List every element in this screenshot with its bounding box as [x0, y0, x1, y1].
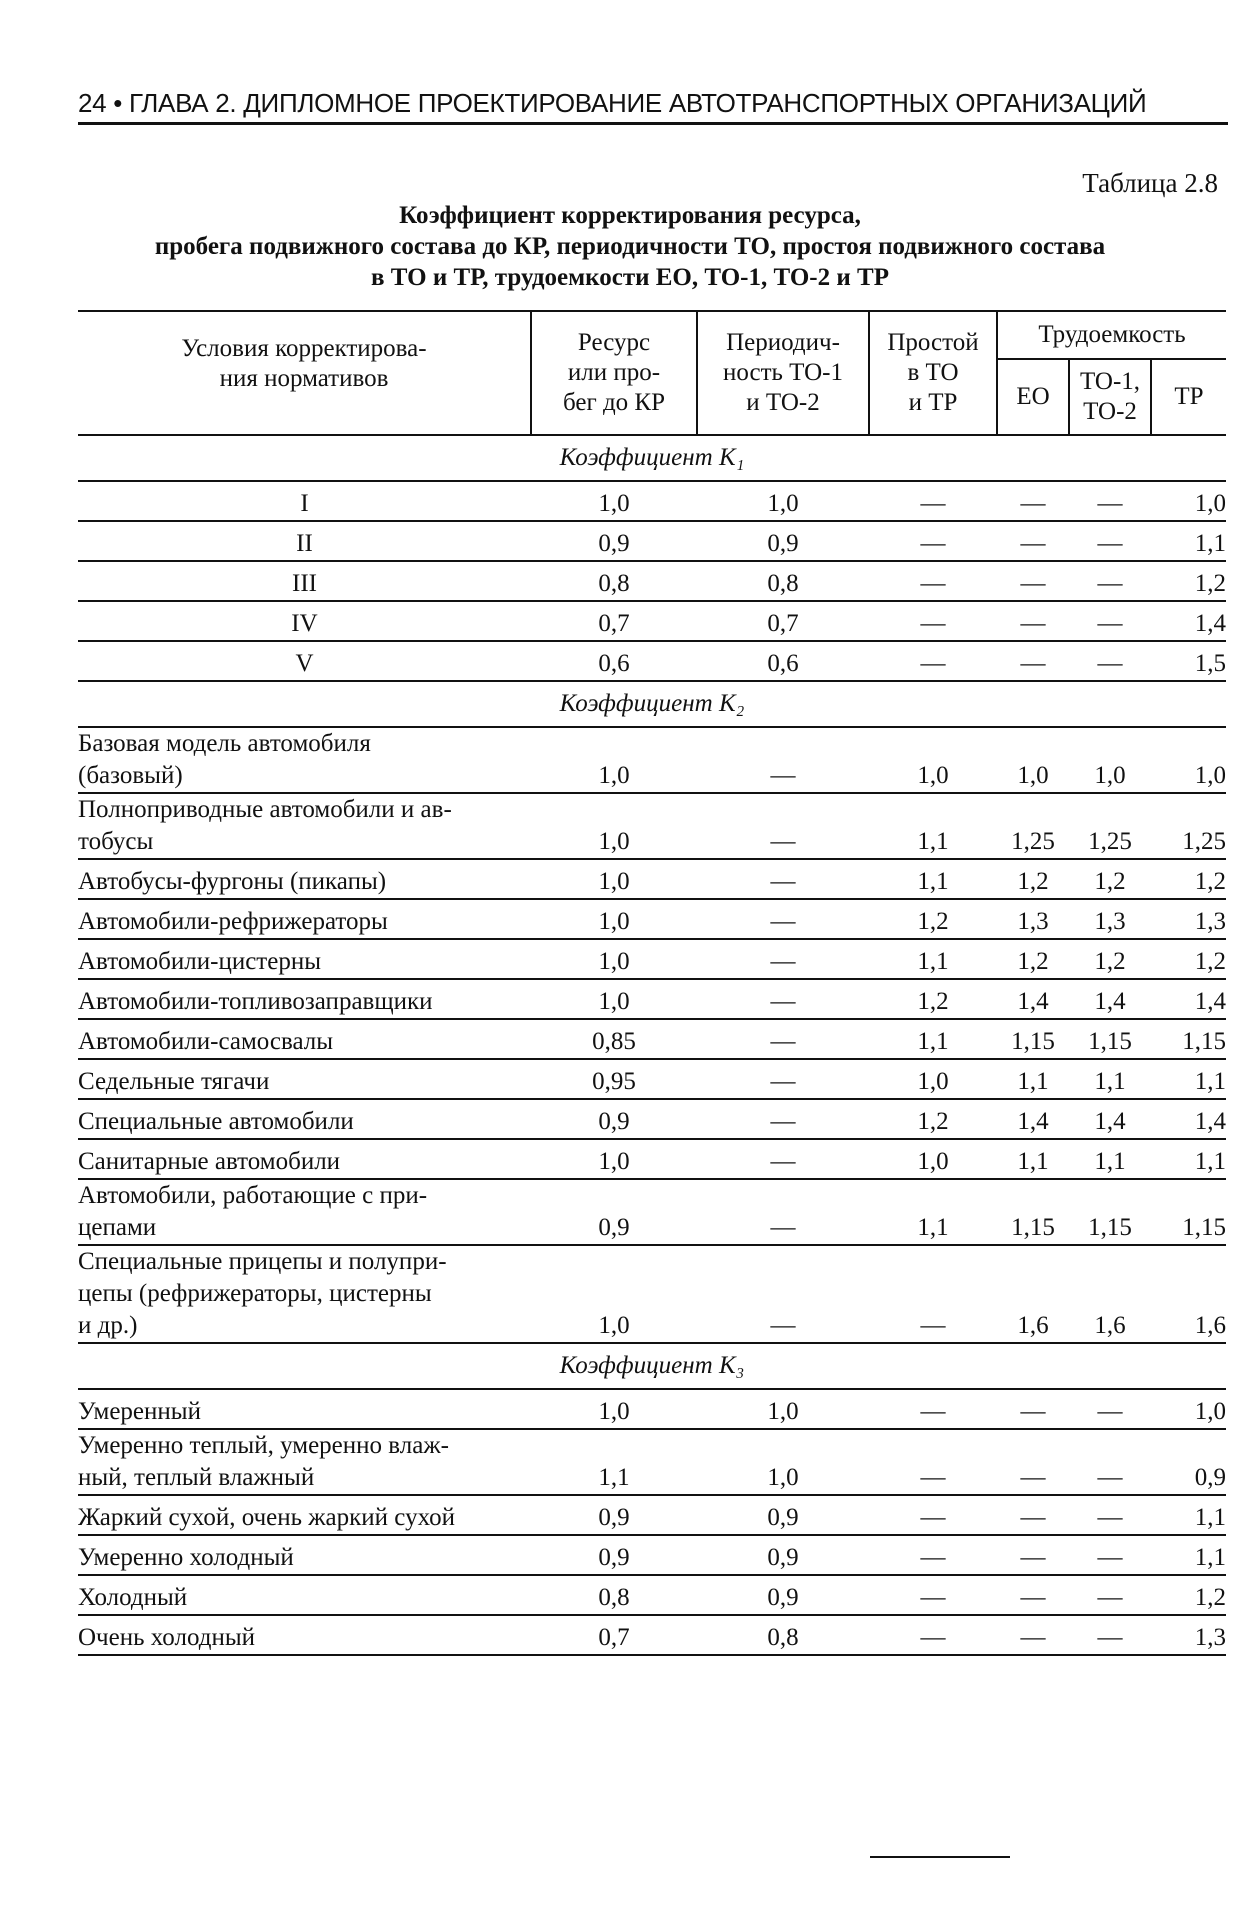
cell-resource: 1,1 — [531, 1429, 697, 1495]
table-row — [78, 1139, 1226, 1179]
cell-tr: 1,4 — [1151, 601, 1226, 641]
cell-downtime: — — [869, 561, 997, 601]
cell-periodicity: — — [697, 727, 869, 793]
cell-downtime: 1,2 — [869, 899, 997, 939]
cell-periodicity: — — [697, 1245, 869, 1343]
row-label: III — [78, 561, 531, 601]
cell-periodicity: 0,9 — [697, 1535, 869, 1575]
cell-eo: 1,6 — [997, 1245, 1069, 1343]
cell-tr: 1,15 — [1151, 1179, 1226, 1245]
section-title: Коэффициент K₂ — [78, 681, 1226, 727]
cell-eo: — — [997, 1575, 1069, 1615]
cell-to12: 1,2 — [1069, 939, 1151, 979]
cell-downtime: — — [869, 1575, 997, 1615]
cell-to12: 1,3 — [1069, 899, 1151, 939]
cell-resource: 0,9 — [531, 1099, 697, 1139]
cell-downtime: — — [869, 1535, 997, 1575]
row-label: Санитарные автомобили — [78, 1139, 531, 1179]
cell-tr: 1,1 — [1151, 1139, 1226, 1179]
col-header-eo: ЕО — [997, 359, 1069, 435]
cell-periodicity: — — [697, 899, 869, 939]
cell-tr: 1,3 — [1151, 899, 1226, 939]
cell-resource: 0,7 — [531, 1615, 697, 1655]
cell-tr: 1,4 — [1151, 979, 1226, 1019]
cell-to12: 1,0 — [1069, 727, 1151, 793]
row-label: Умеренный — [78, 1389, 531, 1429]
table-row — [78, 1615, 1226, 1655]
cell-downtime: — — [869, 481, 997, 521]
cell-to12: 1,1 — [1069, 1059, 1151, 1099]
section-header-row — [78, 1343, 1226, 1389]
cell-downtime: 1,1 — [869, 1019, 997, 1059]
cell-tr: 1,1 — [1151, 1495, 1226, 1535]
table-label: Таблица 2.8 — [1082, 168, 1218, 198]
cell-resource: 0,9 — [531, 521, 697, 561]
table-row — [78, 1019, 1226, 1059]
cell-tr: 1,0 — [1151, 1389, 1226, 1429]
col-header-downtime: Простой в ТО и ТР — [869, 311, 997, 435]
cell-eo: — — [997, 561, 1069, 601]
cell-tr: 1,15 — [1151, 1019, 1226, 1059]
cell-downtime: 1,0 — [869, 727, 997, 793]
table-row — [78, 1495, 1226, 1535]
coefficient-table — [78, 310, 1226, 1656]
cell-tr: 1,25 — [1151, 793, 1226, 859]
table-row — [78, 601, 1226, 641]
cell-tr: 1,1 — [1151, 1535, 1226, 1575]
cell-periodicity: — — [697, 1019, 869, 1059]
cell-periodicity: 0,6 — [697, 641, 869, 681]
cell-tr: 1,5 — [1151, 641, 1226, 681]
row-label: Холодный — [78, 1575, 531, 1615]
table-row — [78, 481, 1226, 521]
cell-to12: — — [1069, 561, 1151, 601]
cell-tr: 1,6 — [1151, 1245, 1226, 1343]
row-label: Автомобили-цистерны — [78, 939, 531, 979]
cell-downtime: — — [869, 601, 997, 641]
cell-tr: 1,2 — [1151, 939, 1226, 979]
cell-eo: 1,4 — [997, 979, 1069, 1019]
row-label: Базовая модель автомобиля (базовый) — [78, 727, 531, 793]
row-label: Седельные тягачи — [78, 1059, 531, 1099]
cell-eo: — — [997, 1389, 1069, 1429]
cell-downtime: 1,0 — [869, 1059, 997, 1099]
cell-resource: 1,0 — [531, 727, 697, 793]
table-row — [78, 939, 1226, 979]
cell-to12: — — [1069, 481, 1151, 521]
row-label: Автомобили-самосвалы — [78, 1019, 531, 1059]
table-row — [78, 641, 1226, 681]
cell-tr: 0,9 — [1151, 1429, 1226, 1495]
caption-line-2: пробега подвижного состава до КР, периодичности ТО, простоя подвижного состава — [154, 233, 1106, 260]
cell-periodicity: 1,0 — [697, 1429, 869, 1495]
cell-resource: 1,0 — [531, 899, 697, 939]
caption-line-1: Коэффициент корректирования ресурса, — [399, 202, 861, 229]
cell-eo: 1,2 — [997, 859, 1069, 899]
cell-eo: — — [997, 481, 1069, 521]
cell-to12: 1,15 — [1069, 1019, 1151, 1059]
cell-tr: 1,0 — [1151, 481, 1226, 521]
cell-eo: 1,3 — [997, 899, 1069, 939]
table-row — [78, 521, 1226, 561]
section-header-row — [78, 681, 1226, 727]
cell-downtime: 1,1 — [869, 1179, 997, 1245]
cell-tr: 1,1 — [1151, 1059, 1226, 1099]
cell-resource: 0,85 — [531, 1019, 697, 1059]
cell-downtime: 1,2 — [869, 979, 997, 1019]
cell-eo: 1,15 — [997, 1179, 1069, 1245]
cell-eo: — — [997, 1535, 1069, 1575]
row-label: Автомобили-топливозаправщики — [78, 979, 531, 1019]
cell-eo: 1,1 — [997, 1059, 1069, 1099]
cell-resource: 1,0 — [531, 1139, 697, 1179]
table-row — [78, 1245, 1226, 1343]
table-row — [78, 899, 1226, 939]
cell-downtime: — — [869, 1389, 997, 1429]
table-row — [78, 1099, 1226, 1139]
table-row — [78, 1389, 1226, 1429]
cell-resource: 0,7 — [531, 601, 697, 641]
cell-periodicity: 0,9 — [697, 521, 869, 561]
cell-eo: — — [997, 521, 1069, 561]
cell-to12: — — [1069, 1429, 1151, 1495]
cell-resource: 1,0 — [531, 979, 697, 1019]
row-label: Полноприводные автомобили и ав- тобусы — [78, 793, 531, 859]
cell-downtime: — — [869, 1429, 997, 1495]
cell-to12: 1,2 — [1069, 859, 1151, 899]
table-row — [78, 561, 1226, 601]
table-row — [78, 1575, 1226, 1615]
cell-periodicity: 0,9 — [697, 1575, 869, 1615]
cell-resource: 1,0 — [531, 793, 697, 859]
cell-to12: 1,6 — [1069, 1245, 1151, 1343]
cell-periodicity: — — [697, 1179, 869, 1245]
row-label: Жаркий сухой, очень жаркий сухой — [78, 1495, 531, 1535]
row-label: Автомобили-рефрижераторы — [78, 899, 531, 939]
cell-tr: 1,2 — [1151, 561, 1226, 601]
cell-resource: 0,8 — [531, 1575, 697, 1615]
cell-resource: 0,95 — [531, 1059, 697, 1099]
cell-to12: — — [1069, 1389, 1151, 1429]
cell-to12: — — [1069, 1495, 1151, 1535]
cell-periodicity: — — [697, 1139, 869, 1179]
cell-resource: 0,6 — [531, 641, 697, 681]
row-label: Умеренно теплый, умеренно влаж- ный, теплый влажный — [78, 1429, 531, 1495]
cell-eo: 1,25 — [997, 793, 1069, 859]
cell-to12: — — [1069, 521, 1151, 561]
table-row — [78, 793, 1226, 859]
cell-tr: 1,3 — [1151, 1615, 1226, 1655]
cell-periodicity: 0,9 — [697, 1495, 869, 1535]
cell-resource: 1,0 — [531, 939, 697, 979]
cell-downtime: 1,1 — [869, 859, 997, 899]
cell-to12: 1,15 — [1069, 1179, 1151, 1245]
cell-tr: 1,0 — [1151, 727, 1226, 793]
cell-downtime: — — [869, 641, 997, 681]
cell-tr: 1,2 — [1151, 1575, 1226, 1615]
table-body — [78, 435, 1226, 1655]
cell-downtime: — — [869, 521, 997, 561]
cell-periodicity: 1,0 — [697, 481, 869, 521]
cell-periodicity: — — [697, 939, 869, 979]
row-label: Автобусы-фургоны (пикапы) — [78, 859, 531, 899]
col-header-periodicity: Периодич- ность ТО-1 и ТО-2 — [697, 311, 869, 435]
row-label: II — [78, 521, 531, 561]
cell-resource: 1,0 — [531, 859, 697, 899]
cell-resource: 1,0 — [531, 481, 697, 521]
col-header-tr: ТР — [1151, 359, 1226, 435]
cell-eo: — — [997, 601, 1069, 641]
cell-to12: 1,4 — [1069, 979, 1151, 1019]
cell-downtime: 1,0 — [869, 1139, 997, 1179]
cell-tr: 1,1 — [1151, 521, 1226, 561]
row-label: Специальные прицепы и полупри- цепы (рефрижераторы, цистерны и др.) — [78, 1245, 531, 1343]
cell-periodicity: — — [697, 979, 869, 1019]
cell-periodicity: — — [697, 1059, 869, 1099]
cell-tr: 1,2 — [1151, 859, 1226, 899]
cell-periodicity: 0,8 — [697, 1615, 869, 1655]
cell-eo: 1,4 — [997, 1099, 1069, 1139]
cell-eo: 1,0 — [997, 727, 1069, 793]
cell-periodicity: 0,7 — [697, 601, 869, 641]
cell-periodicity: — — [697, 793, 869, 859]
cell-periodicity: — — [697, 859, 869, 899]
table-row — [78, 859, 1226, 899]
header-rule — [78, 122, 1228, 125]
table-row — [78, 1535, 1226, 1575]
footer-rule — [870, 1856, 1010, 1858]
cell-eo: — — [997, 641, 1069, 681]
cell-eo: — — [997, 1429, 1069, 1495]
section-header-row — [78, 435, 1226, 481]
cell-downtime: — — [869, 1245, 997, 1343]
cell-to12: 1,4 — [1069, 1099, 1151, 1139]
row-label: Умеренно холодный — [78, 1535, 531, 1575]
section-title: Коэффициент K₃ — [78, 1343, 1226, 1389]
row-label: I — [78, 481, 531, 521]
cell-to12: — — [1069, 1615, 1151, 1655]
cell-to12: — — [1069, 641, 1151, 681]
cell-eo: — — [997, 1615, 1069, 1655]
cell-to12: 1,25 — [1069, 793, 1151, 859]
cell-resource: 0,9 — [531, 1179, 697, 1245]
cell-resource: 0,8 — [531, 561, 697, 601]
cell-downtime: 1,2 — [869, 1099, 997, 1139]
caption-line-3: в ТО и ТР, трудоемкости ЕО, ТО-1, ТО-2 и ТР — [371, 264, 889, 291]
cell-eo: 1,1 — [997, 1139, 1069, 1179]
cell-to12: — — [1069, 1575, 1151, 1615]
cell-downtime: — — [869, 1615, 997, 1655]
cell-periodicity: 0,8 — [697, 561, 869, 601]
cell-to12: 1,1 — [1069, 1139, 1151, 1179]
col-header-conditions: Условия корректирова- ния нормативов — [78, 311, 531, 435]
cell-resource: 1,0 — [531, 1389, 697, 1429]
cell-downtime: — — [869, 1495, 997, 1535]
table-caption — [110, 200, 1150, 293]
cell-tr: 1,4 — [1151, 1099, 1226, 1139]
cell-periodicity: — — [697, 1099, 869, 1139]
row-label: Специальные автомобили — [78, 1099, 531, 1139]
cell-to12: — — [1069, 601, 1151, 641]
row-label: V — [78, 641, 531, 681]
col-header-to12: ТО-1, ТО-2 — [1069, 359, 1151, 435]
cell-resource: 1,0 — [531, 1245, 697, 1343]
table-row — [78, 979, 1226, 1019]
cell-downtime: 1,1 — [869, 793, 997, 859]
col-header-resource: Ресурс или про- бег до КР — [531, 311, 697, 435]
cell-eo: 1,2 — [997, 939, 1069, 979]
cell-eo: — — [997, 1495, 1069, 1535]
cell-to12: — — [1069, 1535, 1151, 1575]
running-header: 24 • ГЛАВА 2. ДИПЛОМНОЕ ПРОЕКТИРОВАНИЕ АВТОТРАНСПОРТНЫХ ОРГАНИЗАЦИЙ — [78, 88, 1147, 118]
cell-resource: 0,9 — [531, 1495, 697, 1535]
row-label: Очень холодный — [78, 1615, 531, 1655]
table-row — [78, 1179, 1226, 1245]
cell-resource: 0,9 — [531, 1535, 697, 1575]
row-label: Автомобили, работающие с при- цепами — [78, 1179, 531, 1245]
table-row — [78, 727, 1226, 793]
cell-periodicity: 1,0 — [697, 1389, 869, 1429]
cell-eo: 1,15 — [997, 1019, 1069, 1059]
table-row — [78, 1429, 1226, 1495]
col-header-labor: Трудоемкость — [997, 311, 1226, 359]
table-row — [78, 1059, 1226, 1099]
cell-downtime: 1,1 — [869, 939, 997, 979]
section-title: Коэффициент K₁ — [78, 435, 1226, 481]
row-label: IV — [78, 601, 531, 641]
